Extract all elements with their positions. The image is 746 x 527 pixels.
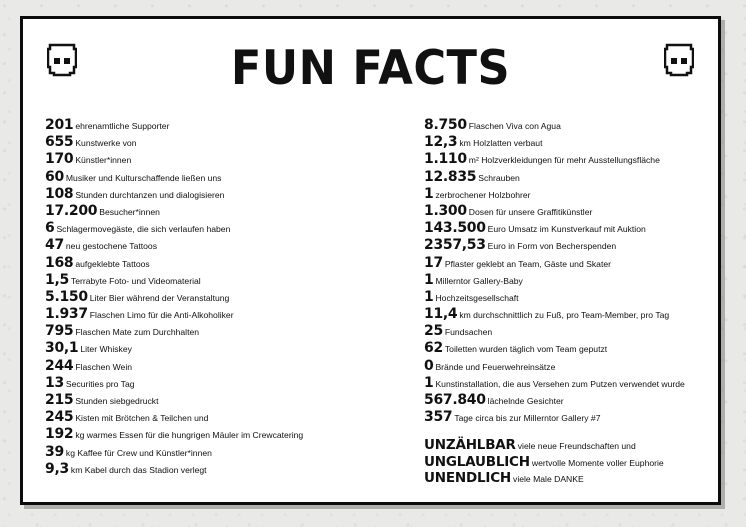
fact-row-value: 1.110: [424, 151, 467, 168]
fact-row: [45, 236, 395, 253]
fact-row-value: 567.840: [424, 392, 486, 408]
fact-row-label: km Kabel durch das Stadion verlegt: [70, 464, 207, 475]
fact-row-value: 8.750: [424, 117, 467, 133]
fact-row-value: 655: [45, 134, 74, 151]
outro-block: [424, 437, 724, 487]
fact-row-value: 143.500: [424, 220, 486, 237]
fact-row-value: 47: [45, 237, 64, 254]
fact-row-value: 795: [45, 323, 74, 340]
outro-row-value: UNENDLICH: [424, 470, 512, 487]
fact-row-label: aufgeklebte Tattoos: [75, 258, 150, 269]
fact-row-label: kg warmes Essen für die hungrigen Mäuler im Crewcatering: [75, 430, 304, 441]
fact-row-value: 11,4: [424, 306, 458, 323]
fact-row: [45, 202, 395, 219]
fact-row-value: 245: [45, 409, 74, 426]
fact-row: [424, 322, 724, 339]
fact-row-label: Stunden siebgedruckt: [75, 396, 159, 406]
skull-icon: [664, 43, 694, 77]
fact-row-value: 1: [424, 374, 434, 391]
fact-row-label: Kunstwerke von: [75, 138, 137, 149]
fact-row-label: Pflaster geklebt an Team, Gäste und Skater: [444, 258, 611, 269]
fact-row: [424, 236, 724, 253]
fact-row-value: 244: [45, 357, 74, 374]
fact-row-label: km Holzlatten verbaut: [459, 138, 543, 149]
fact-row-value: 0: [424, 357, 434, 374]
fact-row-label: m² Holzverkleidungen für mehr Ausstellungsfläche: [468, 155, 660, 166]
fact-row-label: Schlagermovegäste, die sich verlaufen haben: [56, 224, 231, 235]
fact-row-label: Euro Umsatz im Kunstverkauf mit Auktion: [487, 224, 646, 235]
fact-row-label: Musiker und Kulturschaffende ließen uns: [65, 172, 222, 183]
facts-left-column: [45, 116, 395, 477]
outro-row: [424, 470, 724, 487]
fact-row-label: Flaschen Mate zum Durchhalten: [75, 327, 200, 338]
fact-row: [424, 357, 724, 374]
fact-row: [424, 271, 724, 288]
fact-row: [424, 391, 724, 408]
facts-right-column: [424, 116, 724, 487]
fact-row-value: 17.200: [45, 202, 98, 219]
fact-row: [45, 185, 395, 202]
fact-row-label: lächelnde Gesichter: [487, 396, 564, 406]
fact-row: [45, 408, 395, 425]
fact-row: [45, 305, 395, 322]
fact-row: [424, 202, 724, 219]
fact-row-label: Fundsachen: [444, 327, 493, 338]
fact-row: [45, 374, 395, 391]
fact-row: [424, 219, 724, 236]
fact-row: [45, 271, 395, 288]
fact-row: [45, 357, 395, 374]
fact-row: [45, 133, 395, 150]
fact-row-label: Euro in Form von Becherspenden: [487, 241, 617, 252]
fun-facts-card: [20, 16, 721, 505]
fact-row-value: 5.150: [45, 288, 88, 305]
outro-row: [424, 437, 724, 454]
fact-row: [45, 443, 395, 460]
fact-row-value: 1: [424, 271, 434, 288]
fact-row-value: 12.835: [424, 168, 477, 185]
fact-row-label: Terrabyte Foto- und Videomaterial: [70, 275, 201, 286]
fact-row: [45, 219, 395, 236]
fact-row: [424, 408, 724, 425]
fact-row-label: Flaschen Wein: [75, 361, 133, 372]
fact-row-label: Künstler*innen: [75, 155, 132, 166]
fact-row: [45, 254, 395, 271]
fact-row-value: 201: [45, 117, 74, 133]
page-title: FUN FACTS: [230, 41, 511, 96]
fact-row-value: 1,5: [45, 271, 69, 288]
fact-row-value: 215: [45, 392, 74, 408]
fact-row-label: Tage circa bis zur Millerntor Gallery #7: [454, 413, 601, 424]
fact-row-value: 1.300: [424, 202, 467, 219]
fact-row-label: Securities pro Tag: [65, 378, 135, 389]
outro-row-value: UNZÄHLBAR: [424, 437, 516, 454]
fact-row-label: Schrauben: [478, 172, 520, 183]
fact-row: [424, 133, 724, 150]
fact-row-label: Stunden durchtanzen und dialogisieren: [75, 189, 225, 200]
fact-row-value: 12,3: [424, 134, 458, 151]
fact-row-label: ehrenamtliche Supporter: [75, 121, 170, 131]
outro-row-label: viele neue Freundschaften und: [517, 441, 636, 452]
fact-row-value: 6: [45, 220, 55, 237]
fact-row-value: 170: [45, 151, 74, 168]
fact-row-label: zerbrochener Holzbohrer: [435, 189, 531, 200]
outro-row: [424, 454, 724, 471]
fact-row: [45, 339, 395, 356]
fact-row-label: Brände und Feuerwehreinsätze: [435, 361, 556, 372]
fact-row: [45, 288, 395, 305]
fact-row-value: 357: [424, 409, 453, 426]
fact-row: [45, 322, 395, 339]
outro-row-value: UNGLAUBLICH: [424, 453, 530, 470]
fact-row: [45, 168, 395, 185]
fact-row: [424, 150, 724, 167]
fact-row: [45, 460, 395, 477]
fact-row-value: 108: [45, 185, 74, 202]
fact-row-value: 39: [45, 443, 64, 460]
fact-row-label: Besucher*innen: [99, 206, 160, 217]
fact-row-label: kg Kaffee für Crew und Künstler*innen: [65, 447, 212, 458]
fact-row-value: 1: [424, 288, 434, 305]
fact-row: [424, 374, 724, 391]
fact-row-value: 2357,53: [424, 237, 486, 254]
fact-row-label: Liter Bier während der Veranstaltung: [89, 292, 230, 303]
fact-row: [45, 425, 395, 442]
fact-row-value: 25: [424, 323, 443, 340]
fact-row: [424, 254, 724, 271]
fact-row-label: Dosen für unsere Graffitikünstler: [468, 206, 593, 217]
fact-row-value: 62: [424, 340, 443, 357]
fact-row-label: Hochzeitsgesellschaft: [435, 292, 519, 303]
fact-row-label: neu gestochene Tattoos: [65, 241, 157, 252]
fact-row-label: Millerntor Gallery-Baby: [435, 275, 523, 286]
fact-row: [424, 185, 724, 202]
fact-row: [424, 168, 724, 185]
fact-row-value: 17: [424, 254, 443, 271]
fact-row-label: Kunstinstallation, die aus Versehen zum Putzen verwendet wurde: [435, 378, 685, 389]
fact-row-label: Flaschen Limo für die Anti-Alkoholiker: [89, 310, 234, 321]
fact-row-value: 168: [45, 254, 74, 271]
fact-row: [424, 116, 724, 133]
fact-row-value: 30,1: [45, 340, 79, 357]
fact-row-label: Toiletten wurden täglich vom Team geputzt: [444, 344, 608, 355]
fact-row-label: Kisten mit Brötchen & Teilchen und: [75, 413, 209, 424]
fact-row: [45, 150, 395, 167]
fact-row: [45, 391, 395, 408]
fact-row-label: Flaschen Viva con Agua: [468, 121, 561, 131]
fact-row: [424, 339, 724, 356]
fact-row-value: 192: [45, 426, 74, 443]
fact-row-value: 13: [45, 374, 64, 391]
fact-row-value: 1.937: [45, 306, 88, 323]
outro-row-label: wertvolle Momente voller Euphorie: [531, 457, 664, 468]
fact-row: [424, 305, 724, 322]
fact-row-value: 1: [424, 185, 434, 202]
fact-row: [424, 288, 724, 305]
fact-row-value: 60: [45, 168, 64, 185]
outro-row-label: viele Male DANKE: [513, 474, 584, 485]
fact-row-label: Liter Whiskey: [80, 344, 132, 355]
fact-row-value: 9,3: [45, 460, 69, 477]
fact-row: [45, 116, 395, 133]
fact-row-label: km durchschnittlich zu Fuß, pro Team-Member, pro Tag: [459, 310, 670, 321]
